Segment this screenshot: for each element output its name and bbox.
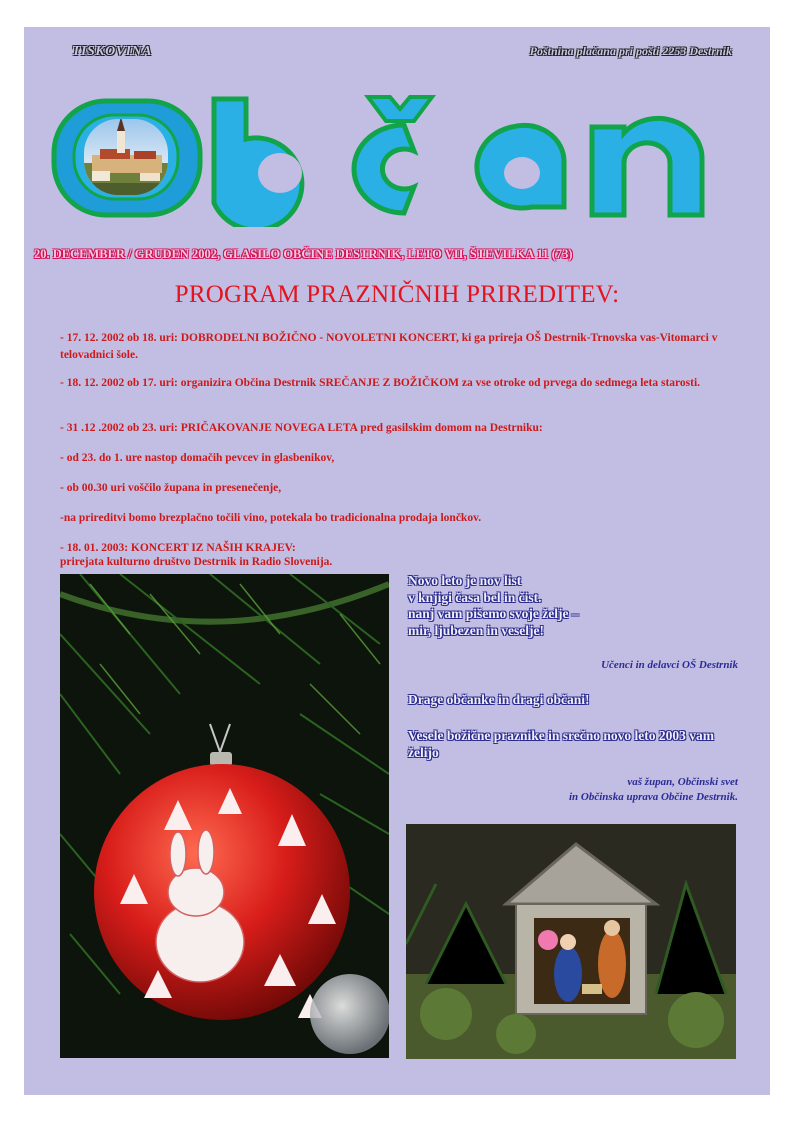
letter-o-with-town-photo	[54, 101, 200, 215]
program-item: - 18. 01. 2003: KONCERT IZ NAŠIH KRAJEV:	[60, 542, 296, 554]
greeting-block	[408, 573, 738, 803]
poem-signature: Učenci in delavci OŠ Destrnik	[601, 659, 738, 671]
poem-line: mir, ljubezen in veselje!	[408, 622, 544, 638]
masthead	[44, 91, 744, 227]
postage-note: Poštnina plačana pri pošti 2253 Destrnik	[529, 44, 732, 58]
program-item: - od 23. do 1. ure nastop domačih pevcev in glasbenikov,	[60, 452, 335, 464]
new-year-poem	[408, 573, 738, 639]
masthead-logo	[44, 91, 744, 227]
program-heading: PROGRAM PRAZNIČNIH PRIREDITEV:	[174, 281, 620, 308]
signature-line: in Občinska uprava Občine Destrnik.	[569, 791, 738, 803]
program-item: - 18. 12. 2002 ob 17. uri: organizira Občina Destrnik SREČANJE Z BOŽIČKOM za vse otroke od prvega do sedmega leta starosti.	[60, 377, 701, 389]
program-item: - 31 .12 .2002 ob 23. uri: PRIČAKOVANJE NOVEGA LETA pred gasilskim domom na Destrniku:	[60, 422, 543, 434]
town-photo	[84, 117, 168, 195]
program-item-concert	[60, 540, 332, 571]
mayor-signature	[569, 775, 738, 805]
program-item: -na prireditvi bomo brezplačno točili vino, potekala bo tradicionalna prodaja lončkov.	[60, 512, 482, 524]
holiday-wish: Vesele božične praznike in srečno novo leto 2003 vam želijo	[408, 728, 714, 760]
poem-line: v knjigi časa bel in čist.	[408, 589, 542, 605]
christmas-ornament-photo	[60, 574, 389, 1058]
program-item: - 17. 12. 2002 ob 18. uri: DOBRODELNI BOŽIČNO - NOVOLETNI KONCERT, ki ga prireja OŠ Destrnik-Trnovska vas-Vitomarci v telovadnici šole.	[60, 332, 718, 361]
salutation: Drage občanke in dragi občani!	[408, 692, 590, 707]
dateline: 20. DECEMBER / GRUDEN 2002, GLASILO OBČINE DESTRNIK, LETO VII, ŠTEVILKA 11 (73)	[34, 247, 573, 261]
newsletter-page	[24, 27, 770, 1095]
print-label: TISKOVINA	[72, 44, 152, 59]
signature-line: vaš župan, Občinski svet	[627, 776, 738, 788]
program-item: prirejata kulturno društvo Destrnik in Radio Slovenija.	[60, 556, 333, 568]
program-item: - ob 00.30 uri voščilo župana in presenečenje,	[60, 482, 282, 494]
poem-line: nanj vam pišemo svoje želje –	[408, 606, 579, 621]
poem-line: Novo leto je nov list	[408, 573, 522, 588]
nativity-scene-photo	[406, 824, 736, 1059]
